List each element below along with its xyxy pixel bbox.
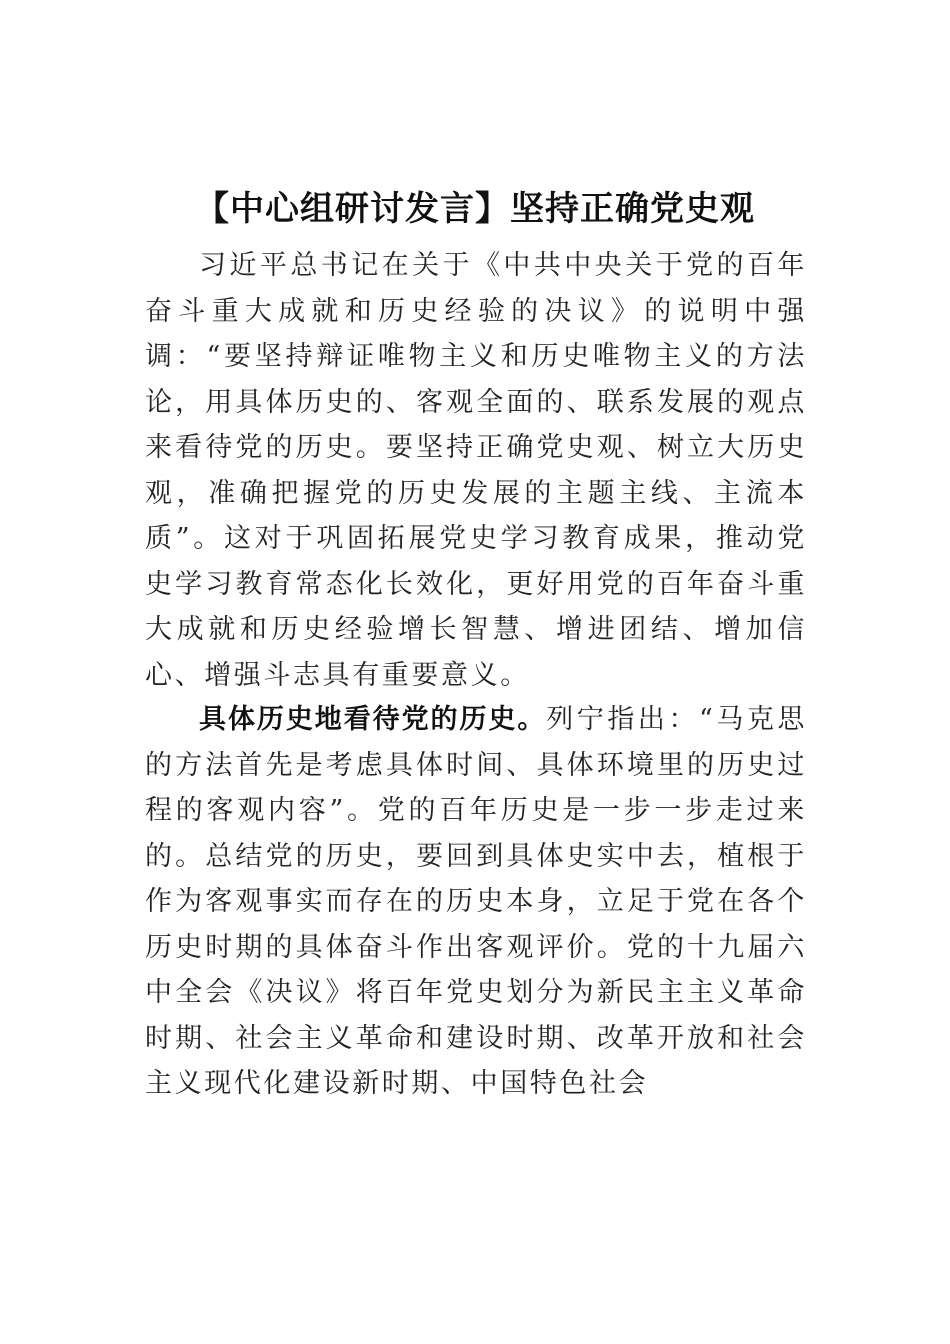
paragraph-concrete-history-text: 列宁指出：“马克思的方法首先是考虑具体时间、具体环境里的历史过程的客观内容”。党的百年历史是一步一步走过来的。总结党的历史，要回到具体史实中去，植根于作为客观事实而存在的历史本身，立足于党在各个历史时期的具体奋斗作出客观评价。党的十九届六中全会《决议》将百年党史划分为新民主主义革命时期、社会主义革命和建设时期、改革开放和社会主义现代化建设新时期、中国特色社会	[145, 704, 808, 1099]
paragraph-intro	[145, 243, 807, 698]
document-title: 【中心组研讨发言】坚持正确党史观	[195, 188, 755, 229]
paragraph-lead-heading: 具体历史地看待党的历史。	[199, 704, 547, 735]
paragraph-intro-text: 习近平总书记在关于《中共中央关于党的百年奋斗重大成就和历史经验的决议》的说明中强调：“要坚持辩证唯物主义和历史唯物主义的方法论，用具体历史的、客观全面的、联系发展的观点来看待党的历史。要坚持正确党史观、树立大历史观，准确把握党的历史发展的主题主线、主流本质”。这对于巩固拓展党史学习教育成果，推动党史学习教育常态化长效化，更好用党的百年奋斗重大成就和历史经验增长智慧、增进团结、增加信心、增强斗志具有重要意义。	[145, 250, 807, 691]
paragraph-concrete-history	[145, 697, 807, 1107]
